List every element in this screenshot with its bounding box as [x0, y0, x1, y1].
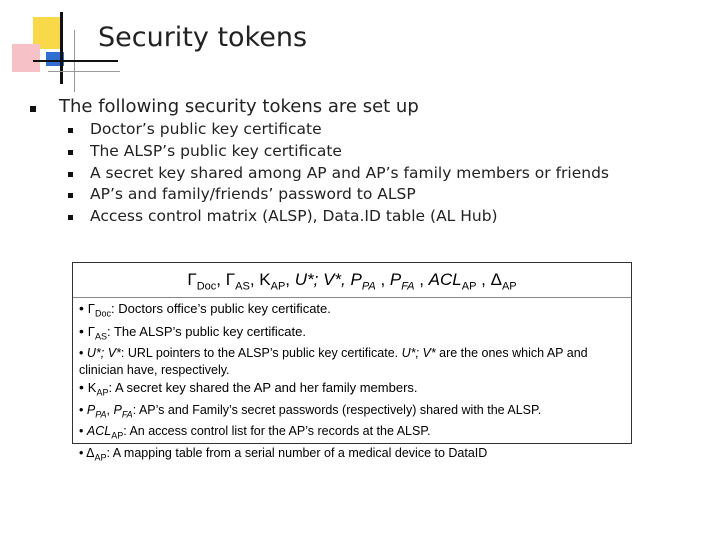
delta-symbol: Δ — [490, 270, 502, 289]
subscript: AP — [501, 280, 517, 293]
definition-text: : A mapping table from a serial number of a medical device to DataID — [106, 445, 488, 460]
list-item-text: AP’s and family/friends’ password to ALSP — [90, 185, 416, 204]
definition-text: : The ALSP’s public key certificate. — [106, 323, 306, 339]
subscript: AP — [94, 452, 107, 463]
definition-text: are the ones which AP and clinician have, respectively. — [79, 346, 588, 378]
square-bullet-icon — [68, 128, 73, 133]
square-bullet-icon — [68, 193, 73, 198]
uv-symbol: U*; V* — [401, 346, 436, 361]
square-bullet-icon — [68, 215, 73, 220]
logo-horizontal-line-thin — [48, 71, 120, 72]
acl-symbol: ACL — [86, 424, 112, 439]
square-bullet-icon — [68, 150, 73, 155]
definition-text: : Doctors office’s public key certificate. — [110, 301, 331, 316]
main-bullet-text: The following security tokens are set up — [59, 96, 419, 117]
definition-text: : URL pointers to the ALSP’s public key certificate. — [120, 346, 402, 361]
token-definition-box — [72, 262, 632, 463]
definition-text: : AP’s and Family’s secret passwords (respectively) shared with the ALSP. — [132, 402, 542, 417]
uv-symbol: U*; V* — [86, 346, 121, 361]
definition-line: • $ACL_{AP}$: An access control list for the AP’s records at the ALSP. — [79, 424, 431, 441]
list-item-text: Doctor’s public key certificate — [90, 120, 322, 138]
gamma-symbol: Γ — [225, 270, 236, 289]
definition-line: • $K_{AP}$: A secret key shared the AP and her family members. — [79, 379, 418, 398]
list-item-text: A secret key shared among AP and AP’s family members or friends — [90, 163, 609, 182]
subscript: AS — [235, 280, 250, 293]
square-bullet-icon — [68, 172, 73, 177]
token-notation-header: $\Gamma_{Doc}$, $\Gamma_{AS}$, $K_{AP}$, U*; V*, $P_{PA}$ , $P_{FA}$ , $ACL_{AP}$ , $\Delta_{AP}$ — [73, 263, 631, 298]
subscript: Doc — [94, 308, 111, 319]
subscript: AS — [94, 331, 107, 342]
acl-symbol: ACL — [428, 270, 462, 289]
p-symbol: P — [389, 270, 402, 289]
list-item-text: Access control matrix (ALSP), Data.ID table (AL Hub) — [90, 207, 498, 226]
subscript: AP — [270, 280, 286, 293]
logo-horizontal-line — [33, 60, 118, 62]
definition-line: • $\Delta_{AP}$: A mapping table from a serial number of a medical device to DataID — [79, 445, 488, 463]
square-bullet-icon — [30, 106, 36, 112]
logo-pink-square — [12, 44, 40, 72]
uv-symbol: U*; V*, — [294, 270, 346, 289]
k-symbol: K — [259, 270, 271, 289]
list-item-text: The ALSP’s public key certificate — [90, 141, 342, 160]
subscript: FA — [121, 409, 133, 420]
subscript: AP — [461, 280, 477, 293]
k-symbol: K — [87, 380, 97, 396]
subscript: PA — [361, 280, 376, 293]
definition-line: • $\Gamma_{Doc}$: Doctors office’s public key certificate. — [79, 300, 331, 319]
p-symbol: P — [350, 270, 362, 289]
definition-text: : An access control list for the AP’s records at the ALSP. — [123, 424, 431, 439]
subscript: FA — [401, 280, 415, 293]
definition-line: • U*; V*: URL pointers to the ALSP’s public key certificate. U*; V* are the ones which AP and clinician have, respectively. — [79, 346, 588, 378]
definition-text: : A secret key shared the AP and her family members. — [108, 380, 418, 396]
gamma-symbol: Γ — [87, 323, 95, 339]
definition-line: • $P_{PA}$, $P_{FA}$: AP’s and Family’s secret passwords (respectively) shared with the ALSP. — [79, 402, 542, 420]
logo-vertical-line — [60, 12, 63, 84]
definition-line: • $\Gamma_{AS}$: The ALSP’s public key certificate. — [79, 322, 306, 342]
subscript: Doc — [196, 280, 217, 293]
token-definitions — [73, 298, 631, 466]
p-symbol: P — [113, 402, 122, 417]
delta-symbol: Δ — [86, 445, 95, 460]
gamma-symbol: Γ — [187, 270, 197, 289]
subscript: PA — [95, 409, 107, 420]
slide-title: Security tokens — [98, 22, 308, 53]
subscript: AP — [111, 430, 124, 441]
gamma-symbol: Γ — [87, 301, 95, 316]
p-symbol: P — [86, 402, 96, 417]
subscript: AP — [96, 387, 109, 398]
